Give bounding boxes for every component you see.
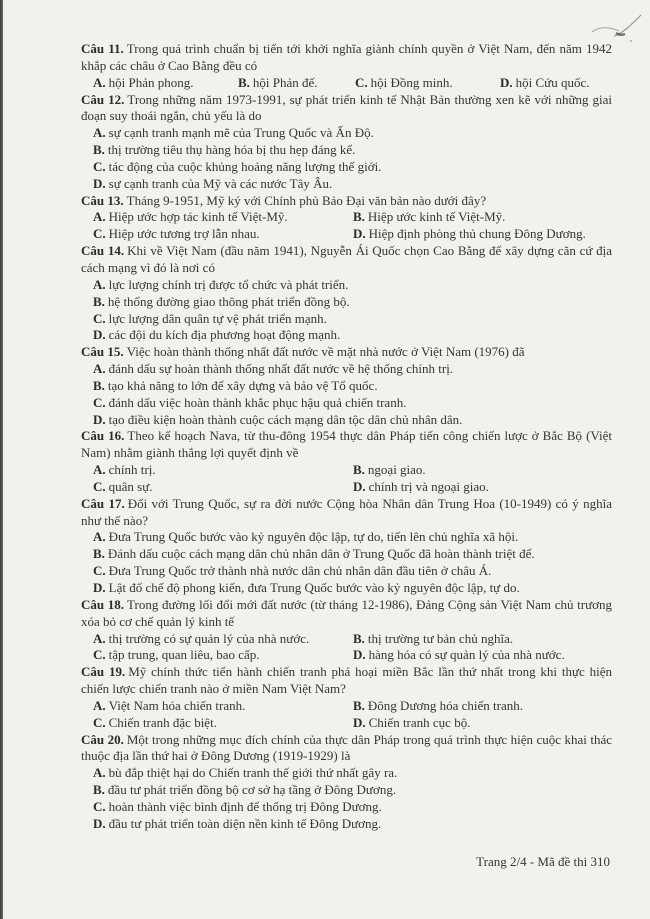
- question-17-text: Câu 17. Đối với Trung Quốc, sự ra đời nước Cộng hòa Nhân dân Trung Hoa (10-1949) có ý nghĩa như thế nào?: [81, 495, 612, 528]
- option-c: C. Hiệp ước tương trợ lẫn nhau.: [93, 226, 260, 242]
- question-13-label: Câu 13.: [81, 192, 124, 208]
- question-13-text: Câu 13. Tháng 9-1951, Mỹ ký với Chính phủ Bảo Đại văn bản nào dưới đây?: [81, 192, 487, 208]
- option-a: A. bù đắp thiệt hại do Chiến tranh thế giới thứ nhất gây ra.: [93, 765, 398, 781]
- option-b: B. tạo khả năng to lớn để xây dựng và bảo vệ Tổ quốc.: [93, 377, 378, 393]
- option-d: D. sự cạnh tranh của Mỹ và các nước Tây Âu.: [93, 175, 333, 191]
- option-d: D. Lật đổ chế độ phong kiến, đưa Trung Quốc bước vào kỷ nguyên độc lập, tự do.: [93, 580, 520, 595]
- option-d: D. hàng hóa có sự quản lý của nhà nước.: [353, 647, 565, 663]
- option-b: B. thị trường tư bản chủ nghĩa.: [353, 630, 514, 646]
- option-d: D. các đội du kích địa phương hoạt động mạnh.: [93, 327, 341, 343]
- question-11-label: Câu 11.: [81, 41, 124, 56]
- option-b: B. Đông Dương hóa chiến tranh.: [353, 697, 524, 713]
- option-b: B. Hiệp ước kinh tế Việt-Mỹ.: [353, 209, 506, 225]
- option-d: D. đầu tư phát triển toàn diện nền kinh tế Đông Dương.: [93, 815, 382, 831]
- option-c: C. hoàn thành việc bình định để thống trị Đông Dương.: [93, 798, 382, 814]
- option-b: B. hệ thống đường giao thông phát triển đồng bộ.: [93, 293, 350, 309]
- question-12-text: Câu 12. Trong những năm 1973-1991, sự phát triển kinh tế Nhật Bản thường xen kẽ với những giai đoạn suy thoái ngắn, chủ yếu là do: [81, 91, 612, 124]
- question-18-text: Câu 18. Trong đường lối đổi mới đất nước (từ tháng 12-1986), Đảng Cộng sản Việt Nam chủ trương xóa bỏ cơ chế quản lý kinh tế: [81, 596, 612, 629]
- option-d: D. hội Cứu quốc.: [500, 74, 590, 90]
- question-20-label: Câu 20.: [81, 731, 124, 747]
- exam-body: [81, 41, 612, 833]
- option-b: B. hội Phản đế.: [238, 74, 318, 90]
- question-12-label: Câu 12.: [81, 91, 125, 107]
- question-11-options: [81, 75, 612, 92]
- option-b: B. đầu tư phát triển đồng bộ cơ sở hạ tầng ở Đông Dương.: [93, 782, 397, 798]
- option-d: D. Chiến tranh cục bộ.: [353, 714, 471, 730]
- option-c: C. hội Đồng minh.: [355, 74, 453, 90]
- option-c: C. Chiến tranh đặc biệt.: [93, 714, 217, 730]
- question-19-text: Câu 19. Mỹ chính thức tiến hành chiến tranh phá hoại miền Bắc lần thứ nhất trong khi thực hiện chiến lược chiến tranh nào ở miền Nam Việt Nam?: [81, 664, 612, 697]
- question-17: [81, 496, 612, 597]
- question-14-label: Câu 14.: [81, 243, 125, 259]
- question-17-label: Câu 17.: [81, 495, 125, 511]
- option-c: C. tập trung, quan liêu, bao cấp.: [93, 647, 260, 663]
- question-15-text: Câu 15. Việc hoàn thành thống nhất đất nước về mặt nhà nước ở Việt Nam (1976) đã: [81, 344, 525, 360]
- option-c: C. quân sự.: [93, 478, 153, 494]
- option-a: A. thị trường có sự quản lý của nhà nước.: [93, 630, 310, 646]
- question-16-label: Câu 16.: [81, 428, 125, 444]
- option-d: D. tạo điều kiện hoàn thành cuộc cách mạng dân tộc dân chủ nhân dân.: [93, 411, 463, 427]
- question-14: [81, 243, 612, 344]
- option-b: B. ngoại giao.: [353, 462, 426, 478]
- question-14-text: Câu 14. Khi về Việt Nam (đầu năm 1941), Nguyễn Ái Quốc chọn Cao Bằng để xây dựng căn cứ địa cách mạng vì đó là nơi có: [81, 243, 612, 275]
- option-b: B. thị trường tiêu thụ hàng hóa bị thu hẹp đáng kể.: [93, 142, 356, 158]
- question-13-options: [81, 209, 612, 243]
- question-16-options: [81, 462, 612, 496]
- option-a: A. Hiệp ước hợp tác kinh tế Việt-Mỹ.: [93, 209, 288, 225]
- option-c: C. đánh dấu việc hoàn thành khắc phục hậu quả chiến tranh.: [93, 394, 407, 410]
- option-a: A. Việt Nam hóa chiến tranh.: [93, 697, 246, 713]
- option-a: A. Đưa Trung Quốc bước vào kỷ nguyên độc lập, tự do, tiến lên chủ nghĩa xã hội.: [93, 529, 519, 545]
- question-18: [81, 597, 612, 664]
- option-a: A. chính trị.: [93, 462, 156, 478]
- option-c: C. Đưa Trung Quốc trở thành nhà nước dân chủ nhân dân đầu tiên ở châu Á.: [93, 563, 492, 579]
- question-19: [81, 664, 612, 731]
- option-d: D. chính trị và ngoại giao.: [353, 478, 489, 494]
- option-a: A. đánh dấu sự hoàn thành thống nhất đất nước về hệ thống chính trị.: [93, 361, 454, 377]
- question-11: [81, 41, 612, 92]
- question-20-text: Câu 20. Một trong những mục đích chính của thực dân Pháp trong quá trình thực hiện cuộc khai thác thuộc địa lần thứ hai ở Đông Dương (1919-1929) là: [81, 731, 612, 764]
- question-15-label: Câu 15.: [81, 344, 124, 360]
- question-19-options: [81, 698, 612, 732]
- option-b: B. Đánh dấu cuộc cách mạng dân chủ nhân dân ở Trung Quốc đã hoàn thành triệt để.: [93, 546, 535, 562]
- question-20: [81, 732, 612, 833]
- option-a: A. sự cạnh tranh mạnh mẽ của Trung Quốc và Ấn Độ.: [93, 125, 374, 141]
- question-18-options: [81, 631, 612, 665]
- page-footer: Trang 2/4 - Mã đề thi 310: [476, 854, 610, 869]
- question-18-label: Câu 18.: [81, 596, 125, 612]
- question-11-text: Câu 11. Trong quá trình chuẩn bị tiến tới khởi nghĩa giành chính quyền ở Việt Nam, đến năm 1942 khắp các châu ở Cao Bằng đều có: [81, 41, 612, 73]
- scan-edge-shadow: [0, 0, 3, 919]
- question-16: [81, 428, 612, 495]
- option-d: D. Hiệp định phòng thủ chung Đông Dương.: [353, 226, 586, 242]
- option-a: A. hội Phản phong.: [93, 74, 194, 90]
- question-19-label: Câu 19.: [81, 664, 126, 680]
- question-15: [81, 344, 612, 428]
- option-c: C. lực lượng dân quân tự vệ phát triển mạnh.: [93, 310, 327, 326]
- option-a: A. lực lượng chính trị được tổ chức và phát triển.: [93, 276, 349, 292]
- option-c: C. tác động của cuộc khủng hoảng năng lượng thế giới.: [93, 158, 382, 174]
- question-13: [81, 193, 612, 244]
- question-16-text: Câu 16. Theo kế hoạch Nava, từ thu-đông 1954 thực dân Pháp tiến công chiến lược ở Bắc Bộ (Việt Nam) nhằm giành thắng lợi quyết định về: [81, 428, 612, 461]
- question-12: [81, 92, 612, 193]
